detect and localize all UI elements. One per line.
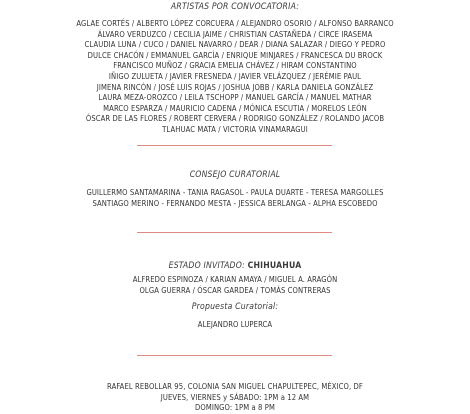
list-item: ÁLVARO VERDUZCO / CECILIA JAIME / CHRISTIAN CASTAÑEDA / CIRCE IRASEMA [97,29,373,39]
list-item: TLAHUAC MATA / VICTORIA VINAMARAGUI [162,124,308,134]
artists-heading: ARTISTAS POR CONVOCATORIA: [170,2,300,12]
list-item: DULCE CHACÓN / EMMANUEL GARCÍA / ENRIQUE MINJARES / FRANCESCA DU BROCK [87,50,383,60]
list-item: AGLAE CORTÉS / ALBERTO LÓPEZ CORCUERA / ALEJANDRO OSORIO / ALFONSO BARRANCO [76,19,394,28]
council-heading: CONSEJO CURATORIAL [189,170,281,180]
list-item: CLAUDIA LUNA / CUCO / DANIEL NAVARRO / DEAR / DIANA SALAZAR / DIEGO Y PEDRO [84,40,386,50]
artists-list [0,19,470,136]
list-item: ALEJANDRO LUPERCA [197,320,273,329]
guest-state-list [0,275,470,296]
list-item: OLGA GUERRA / ÓSCAR GARDEA / TOMÁS CONTRERAS [139,285,331,295]
list-item: FRANCISCO MUÑOZ / GRACIA EMELIA CHÁVEZ / HIRAM CONSTANTINO [113,61,357,71]
proposal-heading: Propuesta Curatorial: [191,302,279,312]
venue-info [0,382,470,414]
list-item: IÑIGO ZULUETA / JAVIER FRESNEDA / JAVIER VELÁZQUEZ / JERÉMIE PAUL [108,71,362,81]
section-divider [137,232,332,233]
list-item: ÓSCAR DE LAS FLORES / ROBERT CERVERA / RODRIGO GONZÁLEZ / ROLANDO JACOB [85,114,385,124]
list-item: JIMENA RINCÓN / JOSÉ LUIS ROJAS / JOSHUA JOBB / KARLA DANIELA GONZÁLEZ [96,82,374,92]
section-divider [137,355,332,356]
list-item: ALFREDO ESPINOZA / KARIAN AMAYA / MIGUEL A. ARAGÓN [132,275,338,284]
guest-state-label: ESTADO INVITADO: [168,261,248,271]
venue-hours-weekdays: JUEVES, VIERNES y SÁBADO: 1PM a 12 AM [160,392,310,402]
list-item: SANTIAGO MERINO - FERNANDO MESTA - JESSICA BERLANGA - ALPHA ESCOBEDO [92,198,378,208]
proposal-list [0,320,470,331]
guest-state-name: CHIHUAHUA [247,261,302,271]
guest-state-heading [0,261,470,271]
list-item: GUILLERMO SANTAMARINA - TANIA RAGASOL - PAULA DUARTE - TERESA MARGOLLES [86,188,384,197]
venue-address: RAFAEL REBOLLAR 95, COLONIA SAN MIGUEL CHAPULTEPEC, MÉXICO, DF [107,382,363,391]
venue-hours-sunday: DOMINGO: 1PM a 8 PM [195,403,275,413]
council-list [0,188,470,209]
section-divider [137,145,332,146]
list-item: MARCO ESPARZA / MAURICIO CADENA / MÓNICA ESCUTIA / MORELOS LEÓN [103,103,367,113]
list-item: LAURA MEZA-OROZCO / LEILA TSCHOPP / MANUEL GARCÍA / MANUEL MATHAR [98,93,372,103]
